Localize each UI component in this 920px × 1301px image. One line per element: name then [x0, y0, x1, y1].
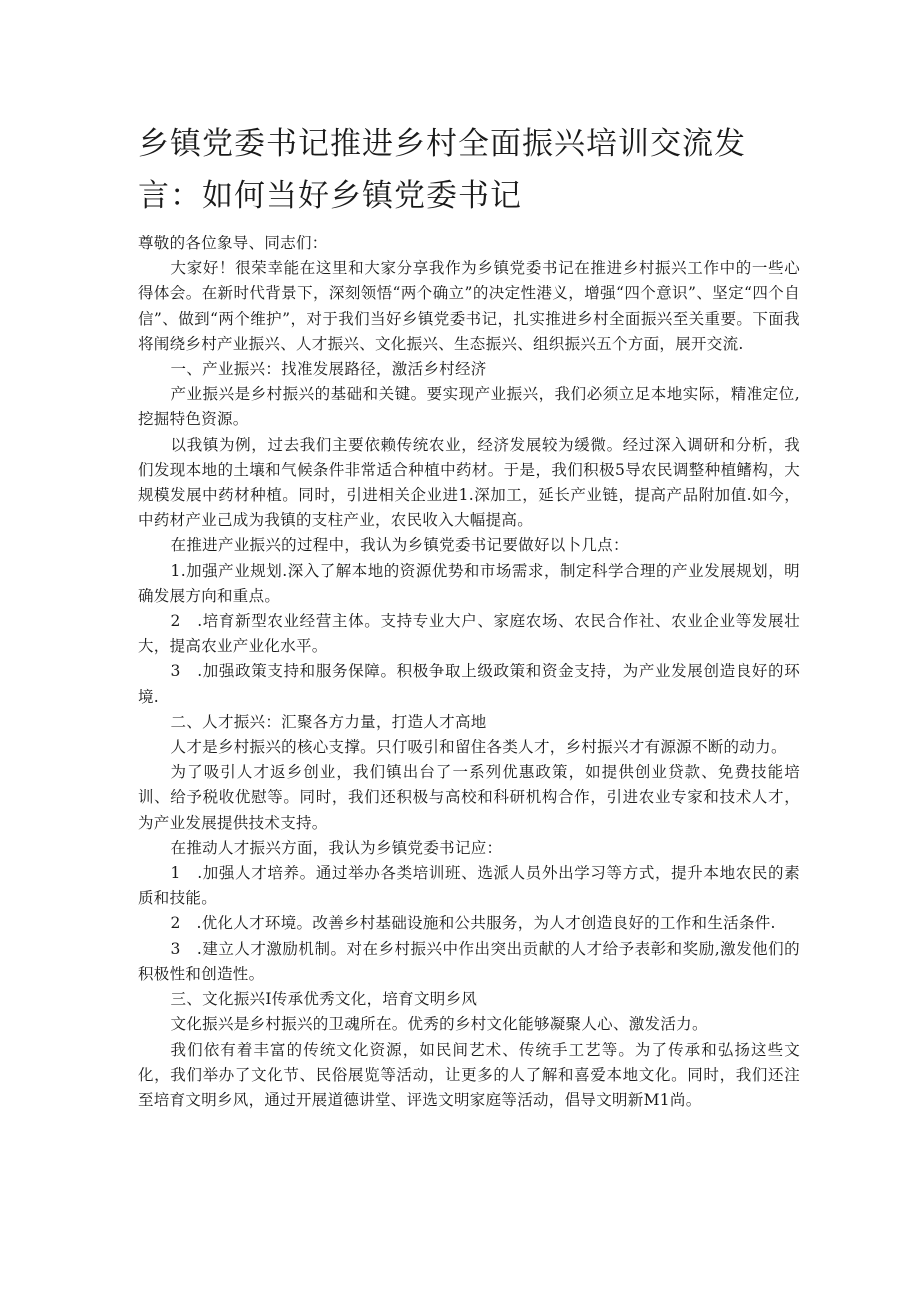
list-item: 3 .加强政策支持和服务保障。积极争取上级政策和资金支持，为产业发展创造良好的环境. [138, 662, 800, 706]
paragraph: 在推动人才振兴方面，我认为乡镇党委书记应： [170, 838, 503, 857]
paragraph: 产业振兴是乡村振兴的基础和关键。要实现产业振兴，我们必须立足本地实际，精准定位,挖掘特色资源。 [138, 385, 800, 429]
section-heading-industry: 一、产业振兴：找准发展路径，激活乡村经济 [170, 360, 487, 379]
paragraph: 以我镇为例，过去我们主要依赖传统农业，经济发展较为缓微。经过深入调研和分析，我们发现本地的土壤和气候条件非常适合种植中药材。于是，我们积极5导农民调整种植鳍构，大规模发展中药材种植。同时，引进相关企业进1.深加工，延长产业链，提高产品附加值.如今，中药材产业己成为我镇的支柱产业，农民收入大幅提高。 [138, 435, 800, 530]
document-body [138, 231, 800, 1113]
list-item: 2 .培育新型农业经营主体。支持专业大户、家庭农场、农民合作社、农业企业等发展壮大，提高农业产业化水平。 [138, 612, 800, 656]
section-heading-talent: 二、人才振兴：汇聚各方力量，打造人才高地 [170, 712, 487, 731]
paragraph-intro: 大家好！很荣幸能在这里和大家分享我作为乡镇党委书记在推进乡村振兴工作中的一些心得体会。在新时代背景下，深刻领悟“两个确立”的决定性港义，增强“四个意识”、坚定“四个自信”、做到“两个维护”，对于我们当好乡镇党委书记，扎实推进乡村全面振兴至关重要。下面我将闱绕乡村产业振兴、人才振兴、文化振兴、生态振兴、组织振兴五个方面，展开交流. [138, 259, 800, 353]
salutation: 尊敬的各位象导、同志们： [138, 234, 328, 252]
section-heading-culture: 三、文化振兴I传承优秀文化，培育文明乡风 [170, 990, 478, 1009]
paragraph: 在推进产业振兴的过程中，我认为乡镇党委书记要做好以卜几点： [170, 536, 629, 555]
list-item: 3 .建立人才激励机制。对在乡村振兴中作出突出贡献的人才给予表彰和奖励,激发他们的积极性和创造性。 [138, 939, 800, 983]
paragraph: 我们依有着丰富的传统文化资源，如民间艺术、传统手工艺等。为了传承和弘扬这些文化，我们举办了文化节、民俗展览等活动，让更多的人了解和喜爱本地文化。同时，我们还注至培育文明乡风，通过开展道德讲堂、评选文明家庭等活动，倡导文明新M1尚。 [138, 1040, 800, 1109]
list-item: 1 .加强人才培养。通过举办各类培训班、选派人员外出学习等方式，提升本地农民的素质和技能。 [138, 864, 800, 908]
list-item: 2 .优化人才环境。改善乡村基础设施和公共服务，为人才创造良好的工作和生活条件. [170, 914, 776, 933]
list-item: 1.加强产业规划.深入了解本地的资源优势和市场需求，制定科学合理的产业发展规划，明确发展方向和重点。 [138, 561, 800, 605]
paragraph: 为了吸引人才返乡创业，我们镇出台了一系列优惠政策，如提供创业贷款、免费技能培训、给予税收优慰等。同时，我们还积极与高校和科研机构合作，引进农业专家和技术人才，为产业发展提供技术支持。 [138, 763, 800, 832]
document-title: 乡镇党委书记推进乡村全面振兴培训交流发言：如何当好乡镇党委书记 [138, 126, 746, 214]
paragraph: 人才是乡村振兴的核心支撑。只仃吸引和留住各类人才，乡村振兴才有源源不断的动力。 [170, 738, 787, 757]
paragraph: 文化振兴是乡村振兴的卫魂所在。优秀的乡村文化能够凝聚人心、激发活力。 [170, 1015, 708, 1034]
